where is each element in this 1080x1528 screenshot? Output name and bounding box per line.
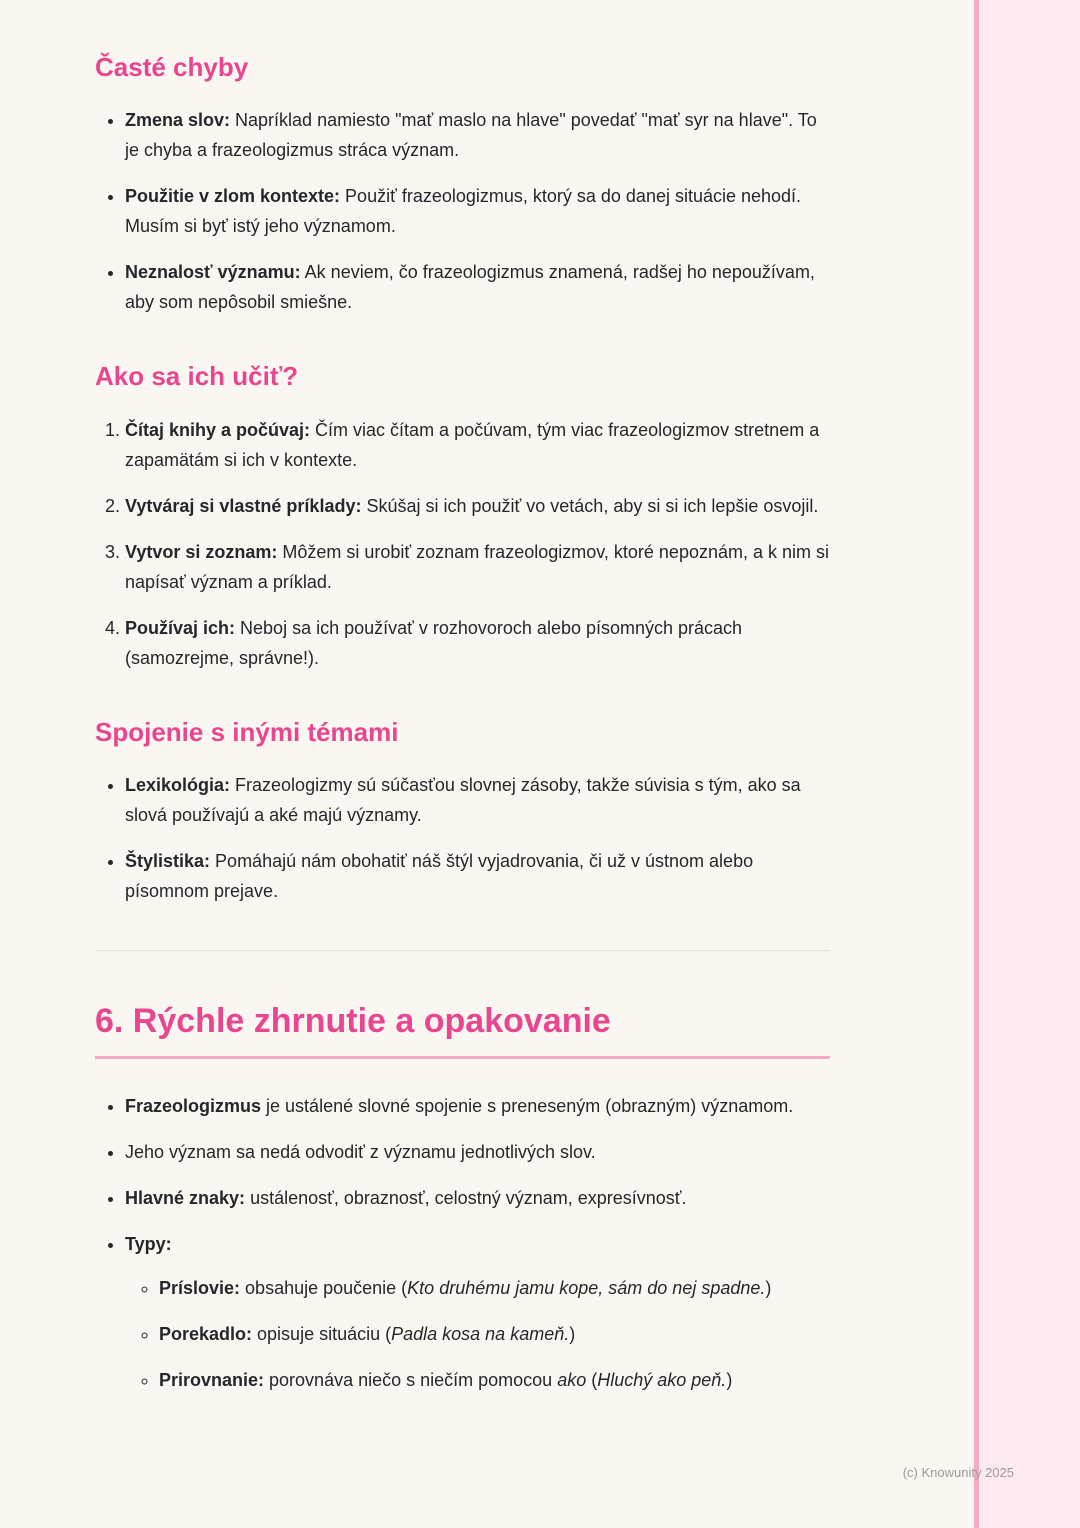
text-segment: Použiť frazeologizmus, ktorý sa do danej situácie nehodí. Musím si byť istý jeho významom. [125,186,802,237]
list-item [125,1091,830,1121]
list-item [125,613,830,673]
text-segment: ) [765,1278,772,1299]
text-segment: Jeho význam sa nedá odvodiť z významu jednotlivých slov. [125,1142,596,1163]
section-title-common-mistakes: Časté chyby [95,52,249,82]
text-segment: Typy: [125,1234,172,1255]
text-segment: Neboj sa ich používať v rozhovoroch alebo písomných prácach (samozrejme, správne!). [125,617,743,668]
text-segment: Čím viac čítam a počúvam, tým viac frazeologizmov stretnem a zapamätám si ich v kontexte. [125,419,820,470]
section-summary [95,1001,830,1395]
text-segment: ) [569,1324,576,1345]
section-title-how-to-learn: Ako sa ich učiť? [95,361,299,392]
list-item [125,415,830,475]
text-segment: Zmena slov: [125,110,231,131]
section-common-mistakes [95,52,830,317]
section-title-connections: Spojenie s inými témami [95,716,399,747]
text-segment: ) [726,1370,733,1391]
page-edge-band [979,0,1080,1528]
section-how-to-learn [95,361,830,673]
text-segment: Vytváraj si vlastné príklady: [125,495,362,516]
text-segment: ( [586,1370,598,1391]
list-item [125,846,830,906]
page-edge-accent-line [974,0,979,1528]
text-segment: Použitie v zlom kontexte: [125,186,341,207]
text-segment: Kto druhému jamu kope, sám do nej spadne. [407,1278,766,1299]
text-segment: Hlavné znaky: [125,1188,246,1209]
list-item [159,1273,830,1303]
text-segment: ustálenosť, obraznosť, celostný význam, expresívnosť. [245,1188,687,1209]
text-segment: Padla kosa na kameň. [391,1324,570,1345]
text-segment: Štylistika: [125,851,211,872]
text-segment: Príslovie: [159,1278,241,1299]
text-segment: Lexikológia: [125,775,231,796]
list-item [125,491,830,521]
list-item [125,1229,830,1395]
text-segment: Porekadlo: [159,1324,253,1345]
text-segment: Napríklad namiesto "mať maslo na hlave" povedať "mať syr na hlave". To je chyba a frazeologizmus stráca význam. [125,110,817,161]
list-item [125,1183,830,1213]
list-item [125,105,830,165]
text-segment: Hluchý ako peň. [597,1370,727,1391]
nested-list [125,1273,830,1395]
text-segment: Čítaj knihy a počúvaj: [125,419,311,440]
bullet-list-common-mistakes [95,105,830,317]
bullet-list-summary [95,1091,830,1395]
text-segment: obsahuje poučenie ( [240,1278,408,1299]
section-connections [95,717,830,906]
text-segment: Skúšaj si ich použiť vo vetách, aby si si ich lepšie osvojil. [361,495,819,516]
text-segment: Používaj ich: [125,617,236,638]
text-segment: opisuje situáciu ( [252,1324,392,1345]
bullet-list-connections [95,770,830,906]
list-item [125,537,830,597]
list-item [125,181,830,241]
text-segment: Vytvor si zoznam: [125,541,278,562]
list-item [159,1365,830,1395]
list-item [125,257,830,317]
text-segment: Môžem si urobiť zoznam frazeologizmov, ktoré nepoznám, a k nim si napísať význam a príklad. [125,541,830,592]
text-segment: Pomáhajú nám obohatiť náš štýl vyjadrovania, či už v ústnom alebo písomnom prejave. [125,851,754,902]
list-item [125,770,830,830]
list-item [159,1319,830,1349]
text-segment: Frazeologizmus [125,1096,262,1117]
text-segment: porovnáva niečo s niečím pomocou [264,1370,558,1391]
text-segment: Ak neviem, čo frazeologizmus znamená, radšej ho nepoužívam, aby som nepôsobil smiešne. [125,262,815,313]
text-segment: Prirovnanie: [159,1370,265,1391]
text-segment: Neznalosť významu: [125,262,301,283]
text-segment: Frazeologizmy sú súčasťou slovnej zásoby, takže súvisia s tým, ako sa slová používajú a aké majú významy. [125,775,801,826]
chapter-title-summary: 6. Rýchle zhrnutie a opakovanie [95,1001,830,1059]
watermark: (c) Knowunity 2025 [902,1465,1014,1480]
text-segment: ako [557,1370,587,1391]
numbered-list-how-to-learn [95,415,830,673]
list-item [125,1137,830,1167]
section-divider [95,950,830,951]
text-segment: je ustálené slovné spojenie s preneseným (obrazným) významom. [261,1096,794,1117]
